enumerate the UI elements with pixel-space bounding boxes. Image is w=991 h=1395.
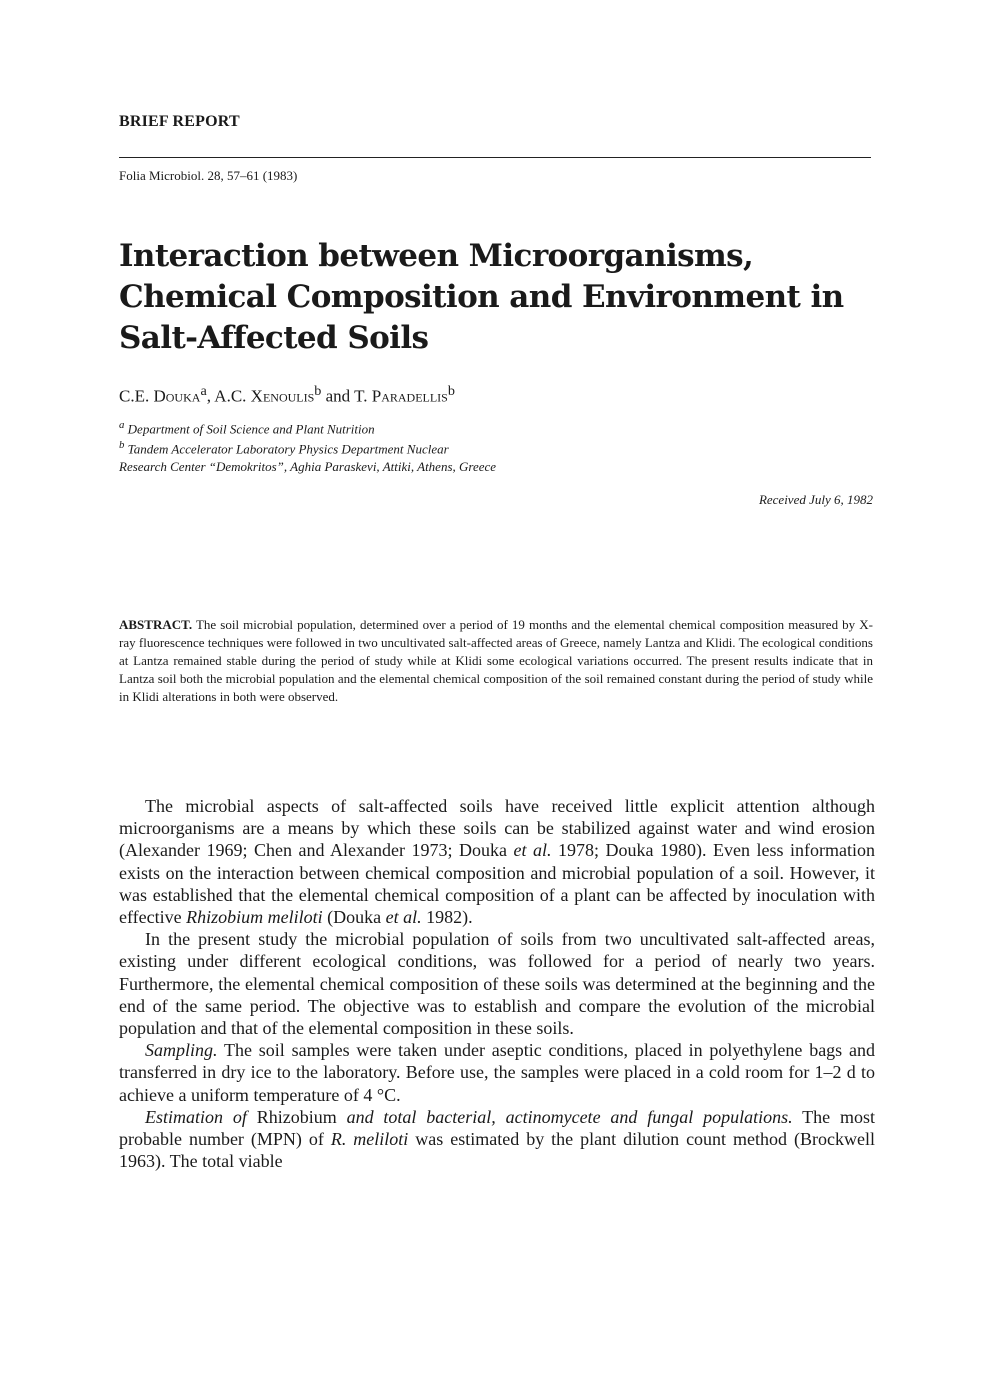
author-3-surname: Paradellis [371, 386, 448, 406]
body-paragraph-3 [119, 1039, 875, 1106]
affiliation-b-mark: b [119, 439, 125, 452]
abstract [119, 616, 873, 706]
author-list [119, 383, 455, 407]
p4-run-in-head-genus: Rhizobium [246, 1106, 347, 1127]
body-paragraph-2: In the present study the microbial population of soils from two uncultivated salt-affected areas, existing under different ecological conditions, was followed for a period of nearly two years. Furthermore, the elemental chemical composition of these soils was determined at the beginning and the end of the same period. The objective was to establish and compare the evolution of the microbial population and that of the elemental composition in these soils. [119, 929, 875, 1039]
p4-run-in-head-1: Estimation of [145, 1106, 247, 1127]
article-title: Interaction between Microorganisms, Chemical Composition and Environment in Salt-Affected Soils [119, 238, 844, 356]
author-1-affil-mark: a [200, 383, 207, 399]
author-2-affil-mark: b [314, 383, 322, 399]
affiliation-b [119, 437, 496, 457]
p1-etal-1: et al. [513, 840, 552, 861]
p1-text-a: The microbial aspects of salt-affected soils have received little explicit attention although microorganisms are a means by which these soils can be stabilized against water and wind erosion (Alexander 1969; Chen and Alexander 1973; Douka [119, 796, 875, 861]
author-1-initials: C.E. [119, 386, 154, 406]
abstract-text: The soil microbial population, determined over a period of 19 months and the elemental chemical composition measured by X-ray fluorescence techniques were followed in two uncultivated salt-affected areas of Greece, namely Lantza and Klidi. The ecological conditions at Lantza remained stable during the period of study while at Klidi some ecological variations occurred. The present results indicate that in Lantza soil both the microbial population and the elemental chemical composition of the soil remained constant during the period of study while in Klidi alterations in both were observed. [119, 617, 873, 704]
author-1-surname: Douka [153, 386, 201, 406]
body-paragraph-1 [119, 795, 875, 928]
author-separator-2: and T. [321, 386, 372, 406]
p1-etal-2: et al. [385, 907, 422, 928]
abstract-label: ABSTRACT. [119, 617, 193, 632]
affiliation-b-text: Tandem Accelerator Laboratory Physics Department Nuclear [124, 441, 449, 457]
header-rule [119, 157, 871, 158]
affiliations [119, 417, 496, 475]
author-2-surname: Xenoulis [250, 386, 315, 406]
affiliation-a-mark: a [119, 419, 125, 431]
body-text [119, 795, 875, 1172]
p4-text-b: was estimated by the plant dilution count method (Brockwell 1963). The total viable [119, 1129, 875, 1172]
p4-species-name: R. meliloti [330, 1129, 409, 1150]
author-separator-1: , A.C. [206, 386, 251, 406]
received-date: Received July 6, 1982 [758, 492, 873, 507]
body-paragraph-4 [119, 1106, 875, 1173]
p1-species-name: Rhizobium meliloti [186, 907, 323, 928]
affiliation-a-text: Department of Soil Science and Plant Nutrition [124, 421, 375, 437]
affiliation-b-continued: Research Center “Demokritos”, Aghia Paraskevi, Attiki, Athens, Greece [119, 458, 497, 474]
p3-text: The soil samples were taken under aseptic conditions, placed in polyethylene bags and transferred in dry ice to the laboratory. Before use, the samples were placed in a cold room for 1–2 d to achieve a uniform temperature of 4 °C. [119, 1040, 875, 1105]
author-3-affil-mark: b [447, 383, 455, 399]
p1-text-b: 1978; Douka 1980). Even less information exists on the interaction between chemical composition and microbial population of a soil. However, it was established that the elemental chemical composition of a plant can be affected by inoculation with effective [119, 840, 876, 928]
p3-run-in-head: Sampling. [145, 1040, 218, 1061]
section-label: BRIEF REPORT [119, 113, 240, 130]
affiliation-a [119, 417, 496, 437]
p4-text-a: The most probable number (MPN) of [119, 1106, 875, 1150]
p1-text-d: 1982). [421, 907, 473, 928]
p4-run-in-head-2: and total bacterial, actinomycete and fungal populations. [346, 1106, 793, 1127]
p1-text-c: (Douka [322, 907, 386, 928]
journal-citation: Folia Microbiol. 28, 57–61 (1983) [119, 168, 298, 183]
